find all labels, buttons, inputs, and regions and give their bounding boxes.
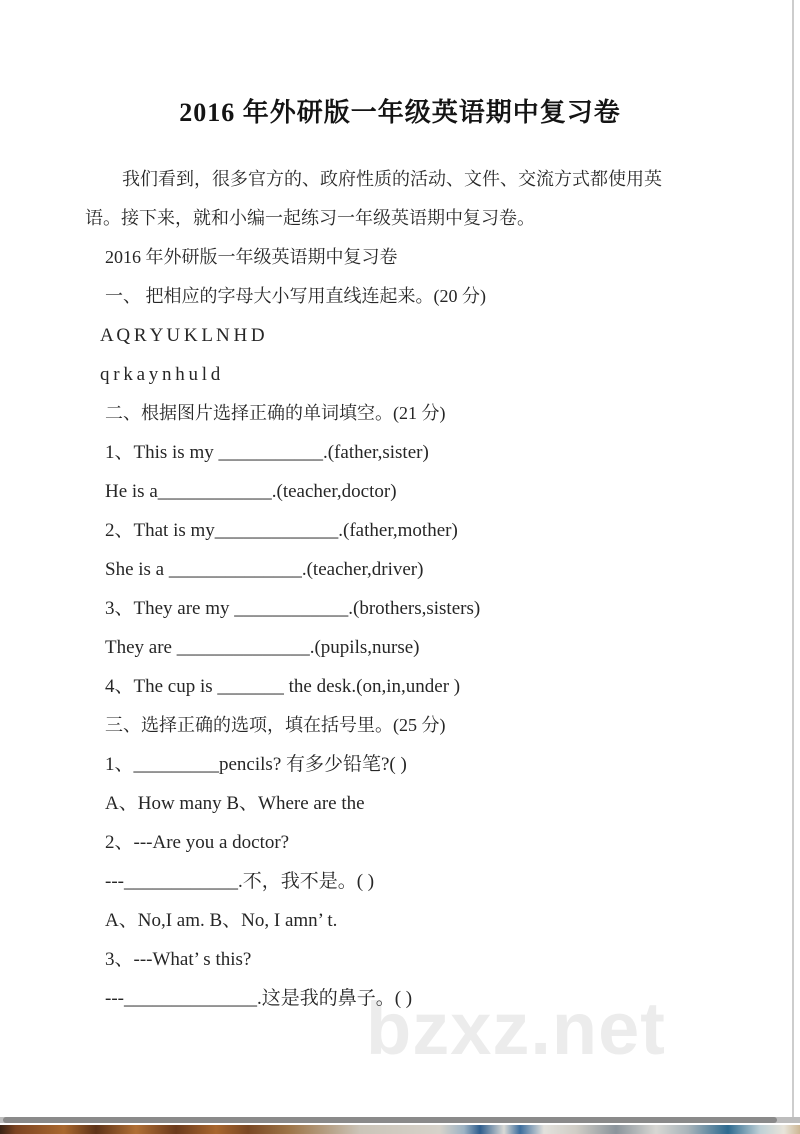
question-3-2-line-1: 2、---Are you a doctor? — [105, 832, 290, 853]
intro-paragraph-line-2: 语。接下来，就和小编一起练习一年级英语期中复习卷。 — [85, 208, 535, 228]
watermark-text: bzxz.net — [366, 987, 666, 1070]
question-2-2-line-2: She is a ______________.(teacher,driver) — [105, 559, 424, 580]
question-3-1-line: 1、_________pencils? 有多少铅笔?( ) — [105, 754, 407, 775]
question-2-1-line-2: He is a____________.(teacher,doctor) — [105, 481, 397, 502]
next-page-image-strip — [0, 1125, 800, 1134]
question-2-4-line: 4、The cup is _______ the desk.(on,in,under ) — [105, 676, 461, 697]
intro-paragraph-line-1: 我们看到，很多官方的、政府性质的活动、文件、交流方式都使用英 — [122, 169, 662, 189]
section-1-heading: 一、 把相应的字母大小写用直线连起来。(20 分) — [105, 286, 486, 306]
question-3-3-line-2: ---______________.这是我的鼻子。( ) — [105, 988, 413, 1009]
lowercase-letters-row: q r k a y n h u l d — [100, 364, 221, 385]
uppercase-letters-row: A Q R Y U K L N H D — [100, 325, 265, 346]
question-3-1-options: A、How many B、Where are the — [105, 793, 365, 814]
question-3-3-line-1: 3、---What’ s this? — [105, 949, 252, 970]
question-3-2-options: A、No,I am. B、No, I amn’ t. — [105, 910, 338, 931]
page-title: 2016 年外研版一年级英语期中复习卷 — [179, 98, 621, 127]
question-2-3-line-1: 3、They are my ____________.(brothers,sisters) — [105, 598, 481, 619]
question-3-2-line-2: ---____________.不，我不是。( ) — [105, 871, 375, 892]
question-2-1-line-1: 1、This is my ___________.(father,sister) — [105, 442, 429, 463]
document-subtitle: 2016 年外研版一年级英语期中复习卷 — [105, 247, 398, 267]
horizontal-scrollbar-track[interactable] — [0, 1117, 800, 1123]
section-2-heading: 二、根据图片选择正确的单词填空。(21 分) — [105, 403, 446, 423]
question-2-2-line-1: 2、That is my_____________.(father,mother) — [105, 520, 458, 541]
document-body — [85, 160, 775, 1018]
page-right-border — [792, 0, 794, 1117]
question-2-3-line-2: They are ______________.(pupils,nurse) — [105, 637, 420, 658]
section-3-heading: 三、选择正确的选项，填在括号里。(25 分) — [105, 715, 446, 735]
horizontal-scrollbar-thumb[interactable] — [3, 1117, 777, 1123]
